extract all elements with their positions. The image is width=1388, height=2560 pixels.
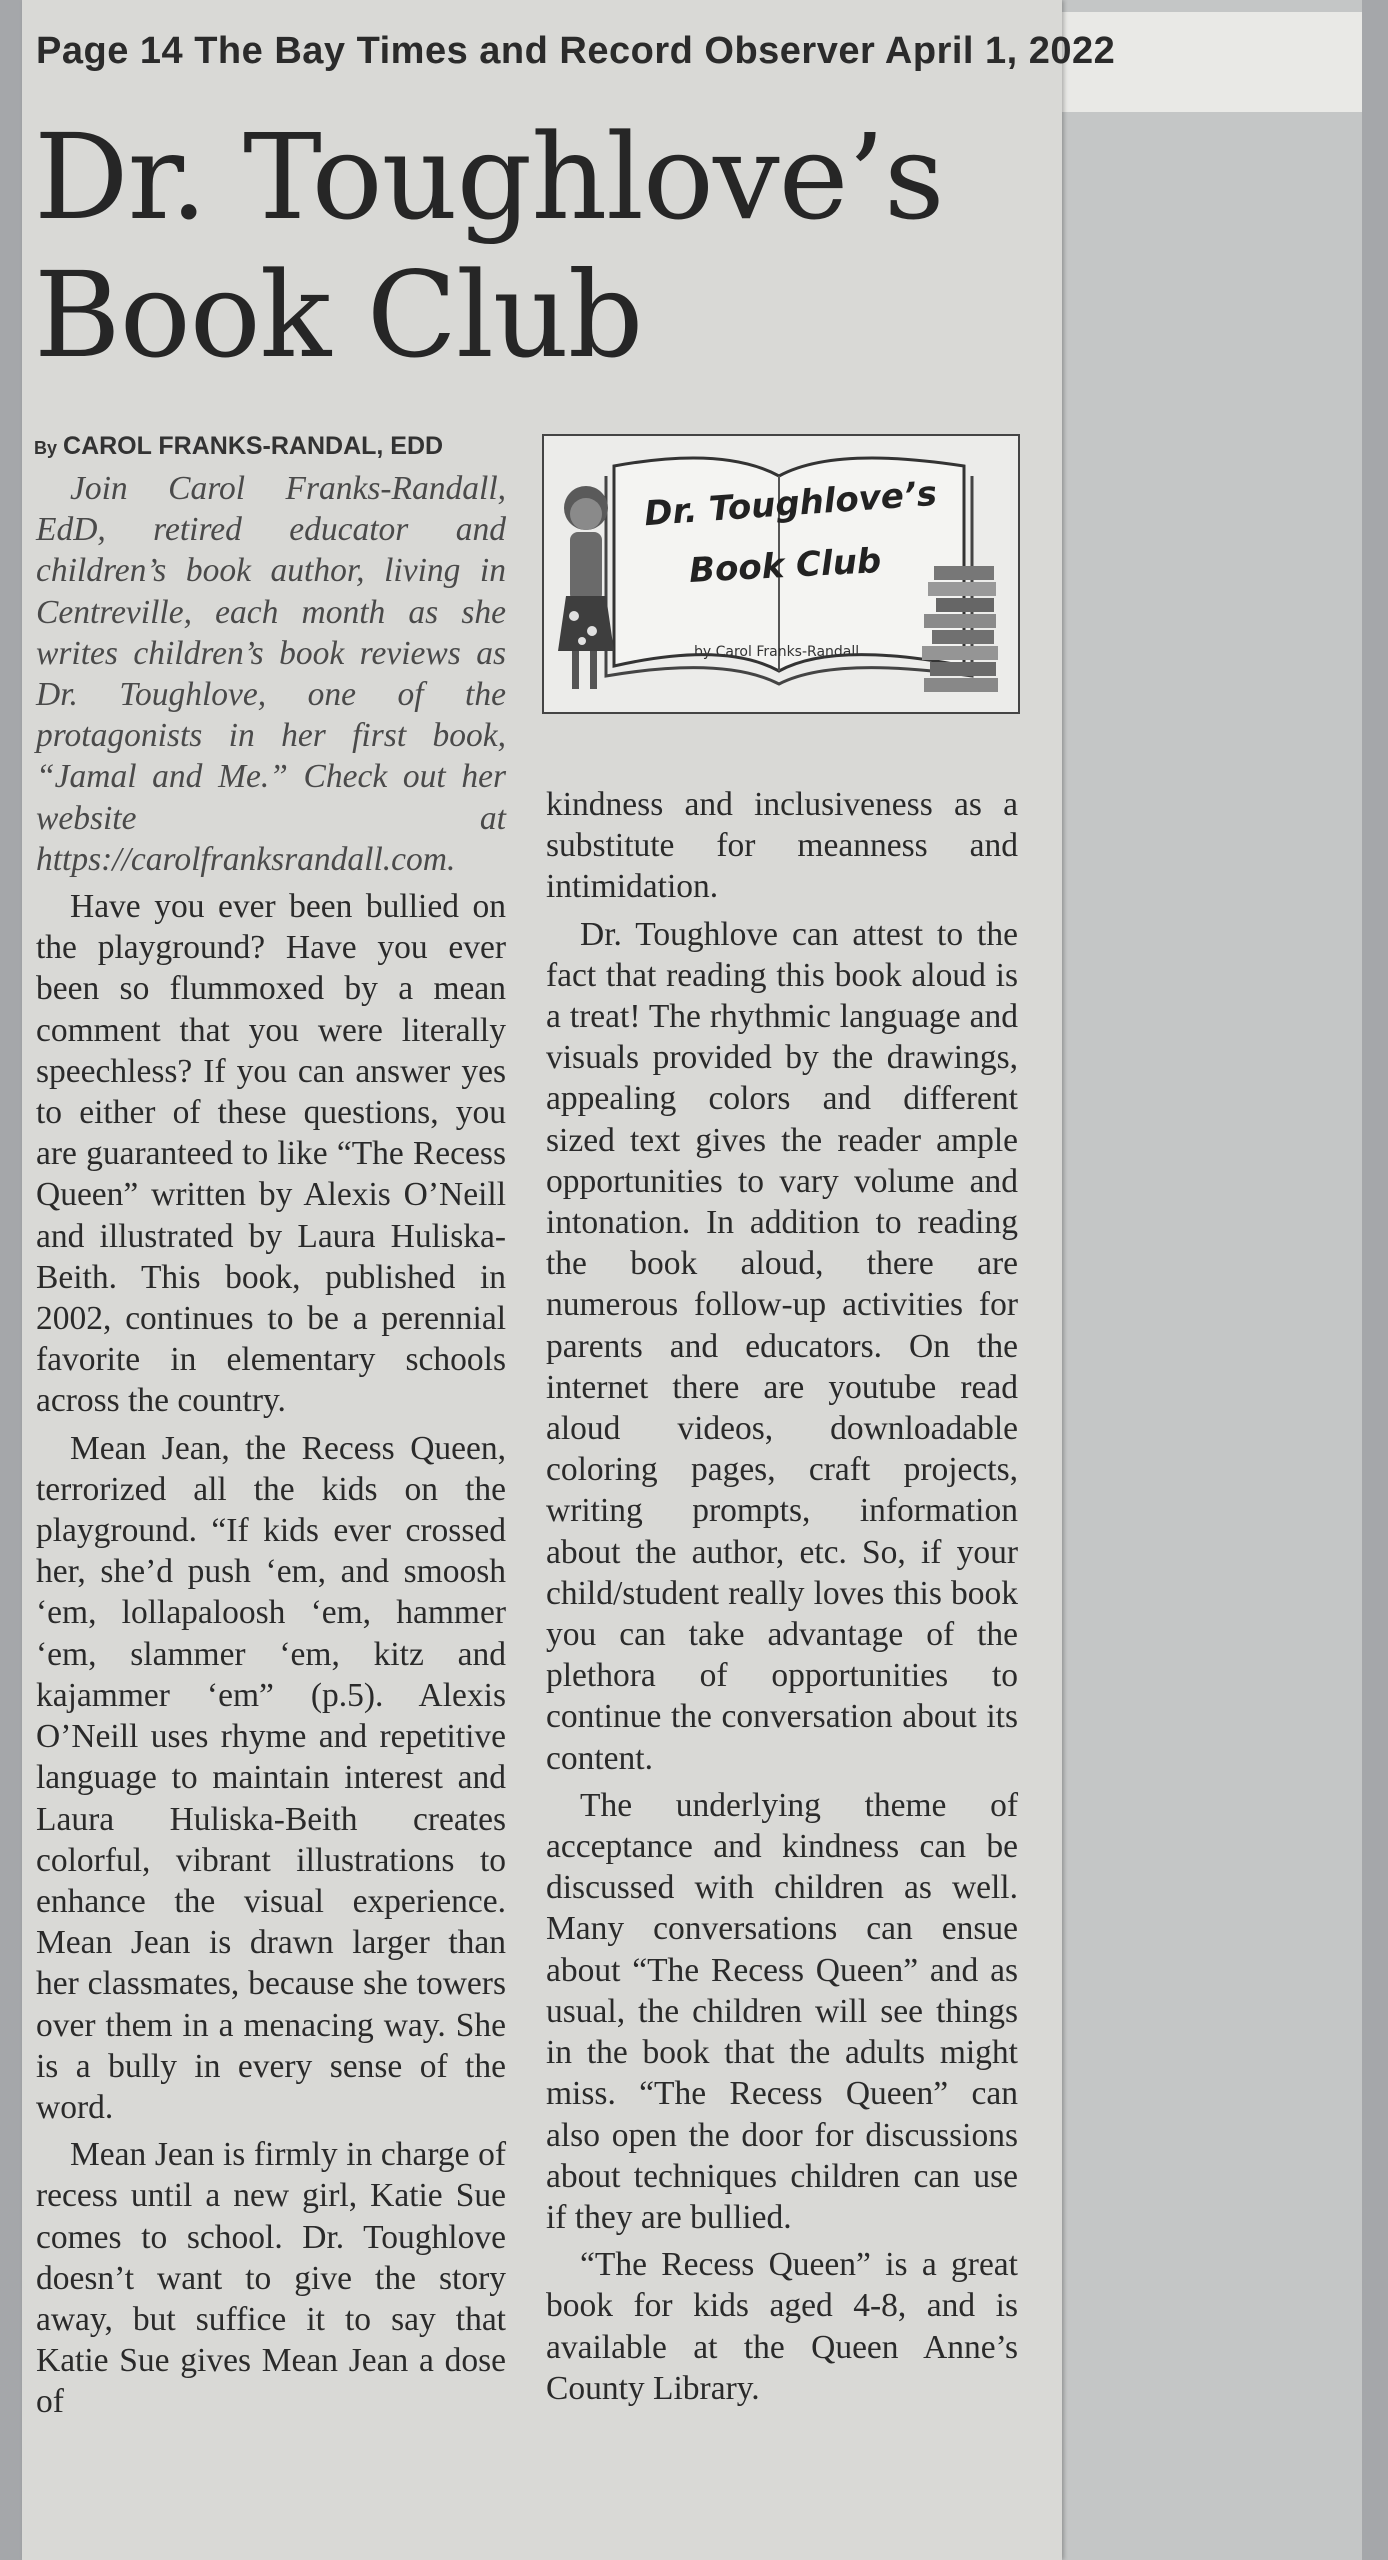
- article-column-left: [36, 468, 506, 2423]
- headline-line-2: Book Club: [34, 246, 643, 384]
- logo-title-line-1: Dr. Toughlove’s: [642, 473, 939, 535]
- article-paragraph: Mean Jean, the Recess Queen, terrorized all the kids on the playground. “If kids ever crossed her, she’d push ‘em, and smoosh ‘em, lollapaloosh ‘em, hammer ‘em, slammer ‘em, kitz and kajammer ‘em” (p.5). Alexis O’Neill uses rhyme and repetitive language to maintain interest and Laura Huliska-Beith creates colorful, vibrant illustrations to enhance the visual experience. Mean Jean is drawn larger than her classmates, because she towers over them in a menacing way. She is a bully in every sense of the word.: [36, 1429, 506, 2126]
- book-club-logo: [542, 434, 1020, 714]
- author-intro: Join Carol Franks-Randall, EdD, retired educator and children’s book author, living in Centreville, each month as she writes children’s book reviews as Dr. Toughlove, one of the protagonists in her first book, “Jamal and Me.” Check out her website at https://carolfranksrandall.com.: [36, 470, 506, 878]
- headline-line-1: Dr. Toughlove’s: [34, 108, 944, 246]
- byline-author: CAROL FRANKS-RANDAL, EDD: [63, 432, 444, 460]
- byline: [34, 432, 443, 461]
- article-paragraph: Have you ever been bullied on the playground? Have you ever been so flummoxed by a mean comment that you were literally speechless? If you can answer yes to either of these questions, you are guaranteed to like “The Recess Queen” written by Alexis O’Neill and illustrated by Laura Huliska-Beith. This book, published in 2002, continues to be a perennial favorite in elementary schools across the country.: [36, 888, 506, 1420]
- article-paragraph: The underlying theme of acceptance and kindness can be discussed with children as well. Many conversations can ensue about “The Recess Queen” and as usual, the children will see things in the book that the adults might miss. “The Recess Queen” can also open the door for discussions about techniques children can use if they are bullied.: [546, 1786, 1018, 2236]
- adjacent-clipping-background: [1040, 0, 1362, 2560]
- byline-prefix: By: [34, 438, 58, 458]
- logo-title-line-2: Book Club: [688, 540, 883, 592]
- article-paragraph: Mean Jean is firmly in charge of recess until a new girl, Katie Sue comes to school. Dr. Toughlove doesn’t want to give the story away, but suffice it to say that Katie Sue gives Mean Jean a dose of: [36, 2136, 506, 2421]
- logo-credit: by Carol Franks-Randall: [694, 644, 860, 660]
- article-column-right: [546, 784, 1018, 2409]
- page-folio: Page 14 The Bay Times and Record Observer April 1, 2022: [36, 30, 1116, 72]
- headline: [34, 108, 1034, 384]
- article-paragraph: kindness and inclusiveness as a substitute for meanness and intimidation.: [546, 786, 1018, 906]
- article-paragraph: “The Recess Queen” is a great book for kids aged 4-8, and is available at the Queen Anne’s County Library.: [546, 2246, 1018, 2407]
- article-paragraph: Dr. Toughlove can attest to the fact that reading this book aloud is a treat! The rhythmic language and visuals provided by the drawings, appealing colors and different sized text gives the reader ample opportunities to vary volume and intonation. In addition to reading the book aloud, there are numerous follow-up activities for parents and educators. On the internet there are youtube read aloud videos, downloadable coloring pages, craft projects, writing prompts, information about the author, etc. So, if your child/student really loves this book you can take advantage of the plethora of opportunities to continue the conversation about its content.: [546, 915, 1018, 1777]
